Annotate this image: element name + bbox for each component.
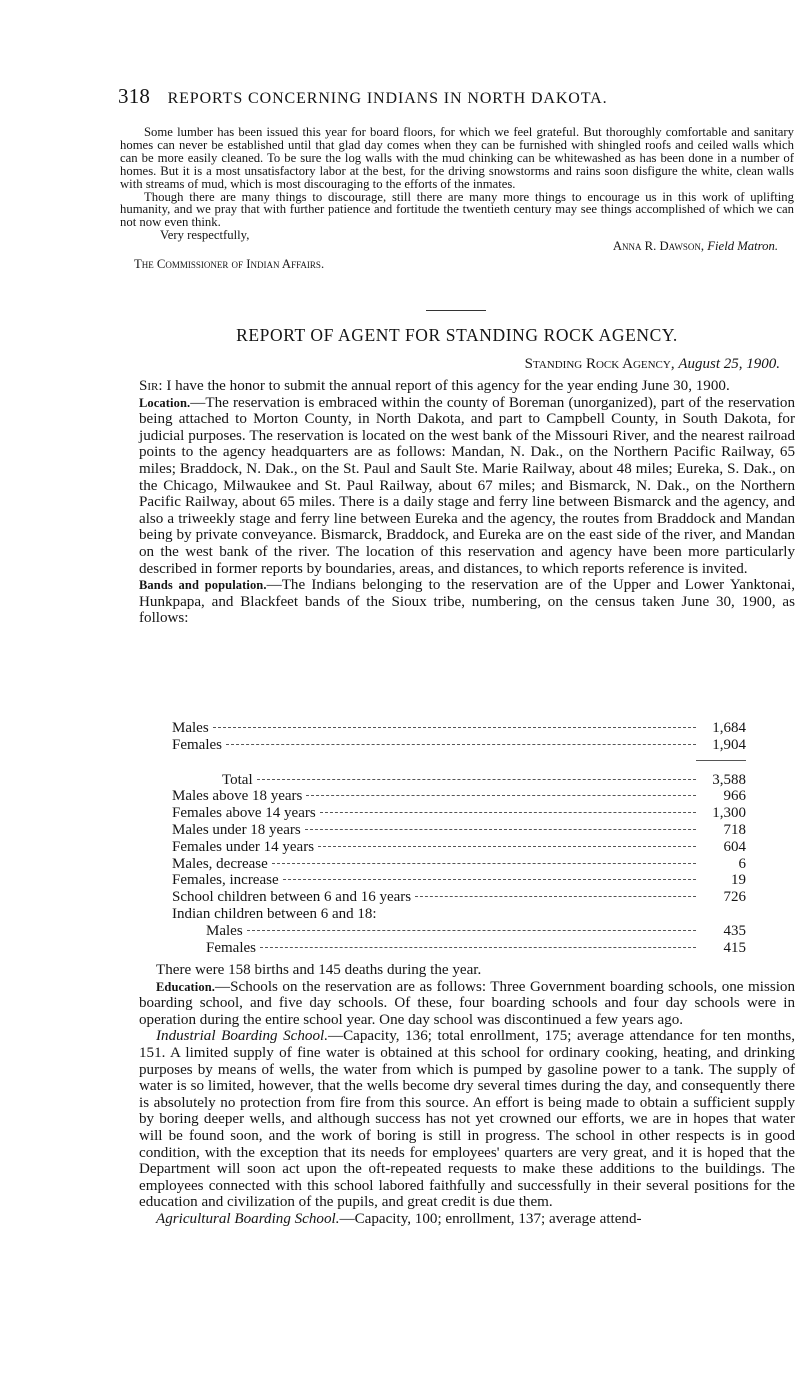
industrial-school-heading: Industrial Boarding School. [156,1028,328,1045]
census-row [172,737,746,754]
census-value: 19 [731,872,746,889]
census-subhead-row [172,906,746,923]
census-value: 1,684 [712,720,746,736]
census-subheading: Indian children between 6 and 18: [172,905,377,922]
agricultural-school-heading: Agricultural Boarding School. [156,1210,340,1227]
census-label: Males [206,922,243,939]
section-divider [426,310,486,311]
bands-heading: Bands and population. [139,578,267,593]
census-label: Males under 18 years [172,821,301,838]
census-label: Females, increase [172,872,279,889]
census-value: 435 [723,922,746,939]
census-row [172,788,746,805]
births-paragraph: There were 158 births and 145 deaths during the year. [156,962,482,978]
census-row [172,872,746,889]
bands-paragraph [139,577,795,627]
census-value: 3,588 [712,771,746,788]
dateline [120,356,780,373]
education-heading: Education. [156,979,216,994]
census-row [172,923,746,940]
education-text: —Schools on the reservation are as follows: Three Government boarding schools, one mission boarding school, and five day schools. Of these, four boarding schools and four day schools were in operation during the entire school year. One day school was discontinued a few years ago. [139,978,795,1028]
leader-dots [257,778,696,780]
census-row [172,720,746,737]
spacer [381,913,696,914]
census-label: School children between 6 and 16 years [172,889,412,906]
prior-report-paragraph: Some lumber has been issued this year for board floors, for which we feel grateful. But thoroughly comfortable and sanitary homes can never be established until that glad day comes when they can be furnished with shingled roofs and ceiled walls which can be more easily cleaned. To be sure the log walls with the mud chinking can be whitewashed as has been done in a number of homes. But it is a most unsatisfactory labor at the best, for the driving snowstorms and rains soon disfigure the white, clean walls with streams of mud, which is most discouraging to the efforts of the inmates. [120,125,794,191]
running-header [118,84,778,109]
signature-name: Anna R. Dawson, [612,239,705,254]
addressee: The Commissioner of Indian Affairs. [134,257,325,272]
leader-dots [213,726,696,728]
sum-rule [696,760,746,761]
leader-dots [226,743,696,745]
census-value: 1,300 [712,805,746,822]
running-title: REPORTS CONCERNING INDIANS IN NORTH DAKOTA. [167,90,608,107]
report-body-top [139,378,795,627]
census-value: 726 [723,889,746,906]
census-row [172,839,746,856]
intro-paragraph [139,378,795,395]
page-number: 318 [118,84,151,108]
intro-text: I have the honor to submit the annual report of this agency for the year ending June 30, 1900. [166,378,730,394]
agricultural-school-paragraph [139,1211,795,1228]
location-paragraph [139,395,795,578]
census-label: Males, decrease [172,855,268,872]
census-value: 718 [723,821,746,838]
bands-text: —The Indians belonging to the reservation are of the Upper and Lower Yanktonai, Hunkpapa, and Blackfeet bands of the Sioux tribe, numbering, on the census taken June 30, 1900, as follows: [139,577,795,627]
census-label: Females [206,939,256,956]
census-value: 6 [738,855,746,872]
census-value: 1,904 [712,736,746,753]
report-title: REPORT OF AGENT FOR STANDING ROCK AGENCY. [236,325,678,345]
census-row [172,822,746,839]
prior-report-conclusion [120,126,794,271]
leader-dots [320,811,696,813]
census-label: Males [172,720,209,736]
leader-dots [318,845,696,847]
census-label: Females under 14 years [172,838,315,855]
census-label: Females above 14 years [172,805,316,822]
signature-title: Field Matron. [707,239,778,254]
dateline-date: August 25, 1900. [678,356,780,372]
census-label: Females [172,736,222,753]
salutation: Sir: [139,378,163,394]
leader-dots [260,946,696,948]
education-paragraph [139,979,795,1029]
census-label: Males above 18 years [172,788,303,805]
location-heading: Location. [139,395,191,410]
signature [120,240,794,253]
census-value: 415 [723,939,746,956]
census-row [172,940,746,957]
leader-dots [272,862,696,864]
census-table [172,720,746,956]
census-row [172,805,746,822]
leader-dots [283,878,696,880]
census-label: Total [222,771,253,788]
agricultural-school-text: —Capacity, 100; enrollment, 137; average attend- [339,1210,642,1227]
industrial-school-paragraph [139,1028,795,1211]
census-value: 966 [723,788,746,805]
census-row [172,889,746,906]
leader-dots [306,794,696,796]
dateline-place: Standing Rock Agency, [524,356,675,372]
closing-line: Very respectfully, [160,228,250,243]
leader-dots [415,895,696,897]
report-body-bottom [139,962,795,1228]
industrial-school-text: —Capacity, 136; total enrollment, 175; average attendance for ten months, 151. A limited supply of fine water is obtained at this school for ordinary cooking, heating, and drinking purposes by means of wells, the water from which is pumped by gasoline power to a tank. The supply of water is so limited, however, that the wells become dry several times during the day, and consequently there is absolutely no protection from fire from this source. An effort is being made to obtain a sufficient supply by boring deeper wells, and although success has not yet crowned our efforts, we are in hopes that water will be found soon, and the work of boring is still in progress. The school in other respects is in good condition, with the exception that its needs for employees' quarters are very great, and it is hoped that the Department will soon act upon the oft-repeated requests to make these additions to the buildings. The employees connected with this school labored faithfully and successfully in their several positions for the education and civilization of the pupils, and great credit is due them. [139,1028,795,1211]
prior-report-paragraph: Though there are many things to discourage, still there are many more things to encourage us in this work of uplifting humanity, and we pray that with further patience and fortitude the twentieth century may see things accomplished of which we can not now even think. [120,189,794,230]
leader-dots [305,828,696,830]
census-value: 604 [723,838,746,855]
census-row [172,856,746,873]
location-text: —The reservation is embraced within the county of Boreman (unorganized), part of the reservation being attached to Morton County, in North Dakota, and part to Campbell County, in South Dakota, for judicial purposes. The reservation is located on the west bank of the Missouri River, and the nearest railroad points to the agency headquarters are as follows: Mandan, N. Dak., on the Northern Pacific Railway, 65 miles; Braddock, N. Dak., on the St. Paul and Sault Ste. Marie Railway, about 48 miles; Eureka, S. Dak., on the Chicago, Milwaukee and St. Paul Railway, about 67 miles; and Bismarck, N. Dak., on the Northern Pacific Railway, about 65 miles. There is a daily stage and ferry line between Bismarck and the agency, and also a triweekly stage and ferry line between Eureka and the agency, the routes from Braddock and Mandan being by private conveyance. Bismarck, Braddock, and Eureka are on the east side of the river, and Mandan on the west bank of the river. The location of this reservation and agency have been more particularly described in former reports by boundaries, areas, and distances, to which reports reference is invited. [139,394,795,577]
leader-dots [247,929,696,931]
census-total-row [172,772,746,789]
